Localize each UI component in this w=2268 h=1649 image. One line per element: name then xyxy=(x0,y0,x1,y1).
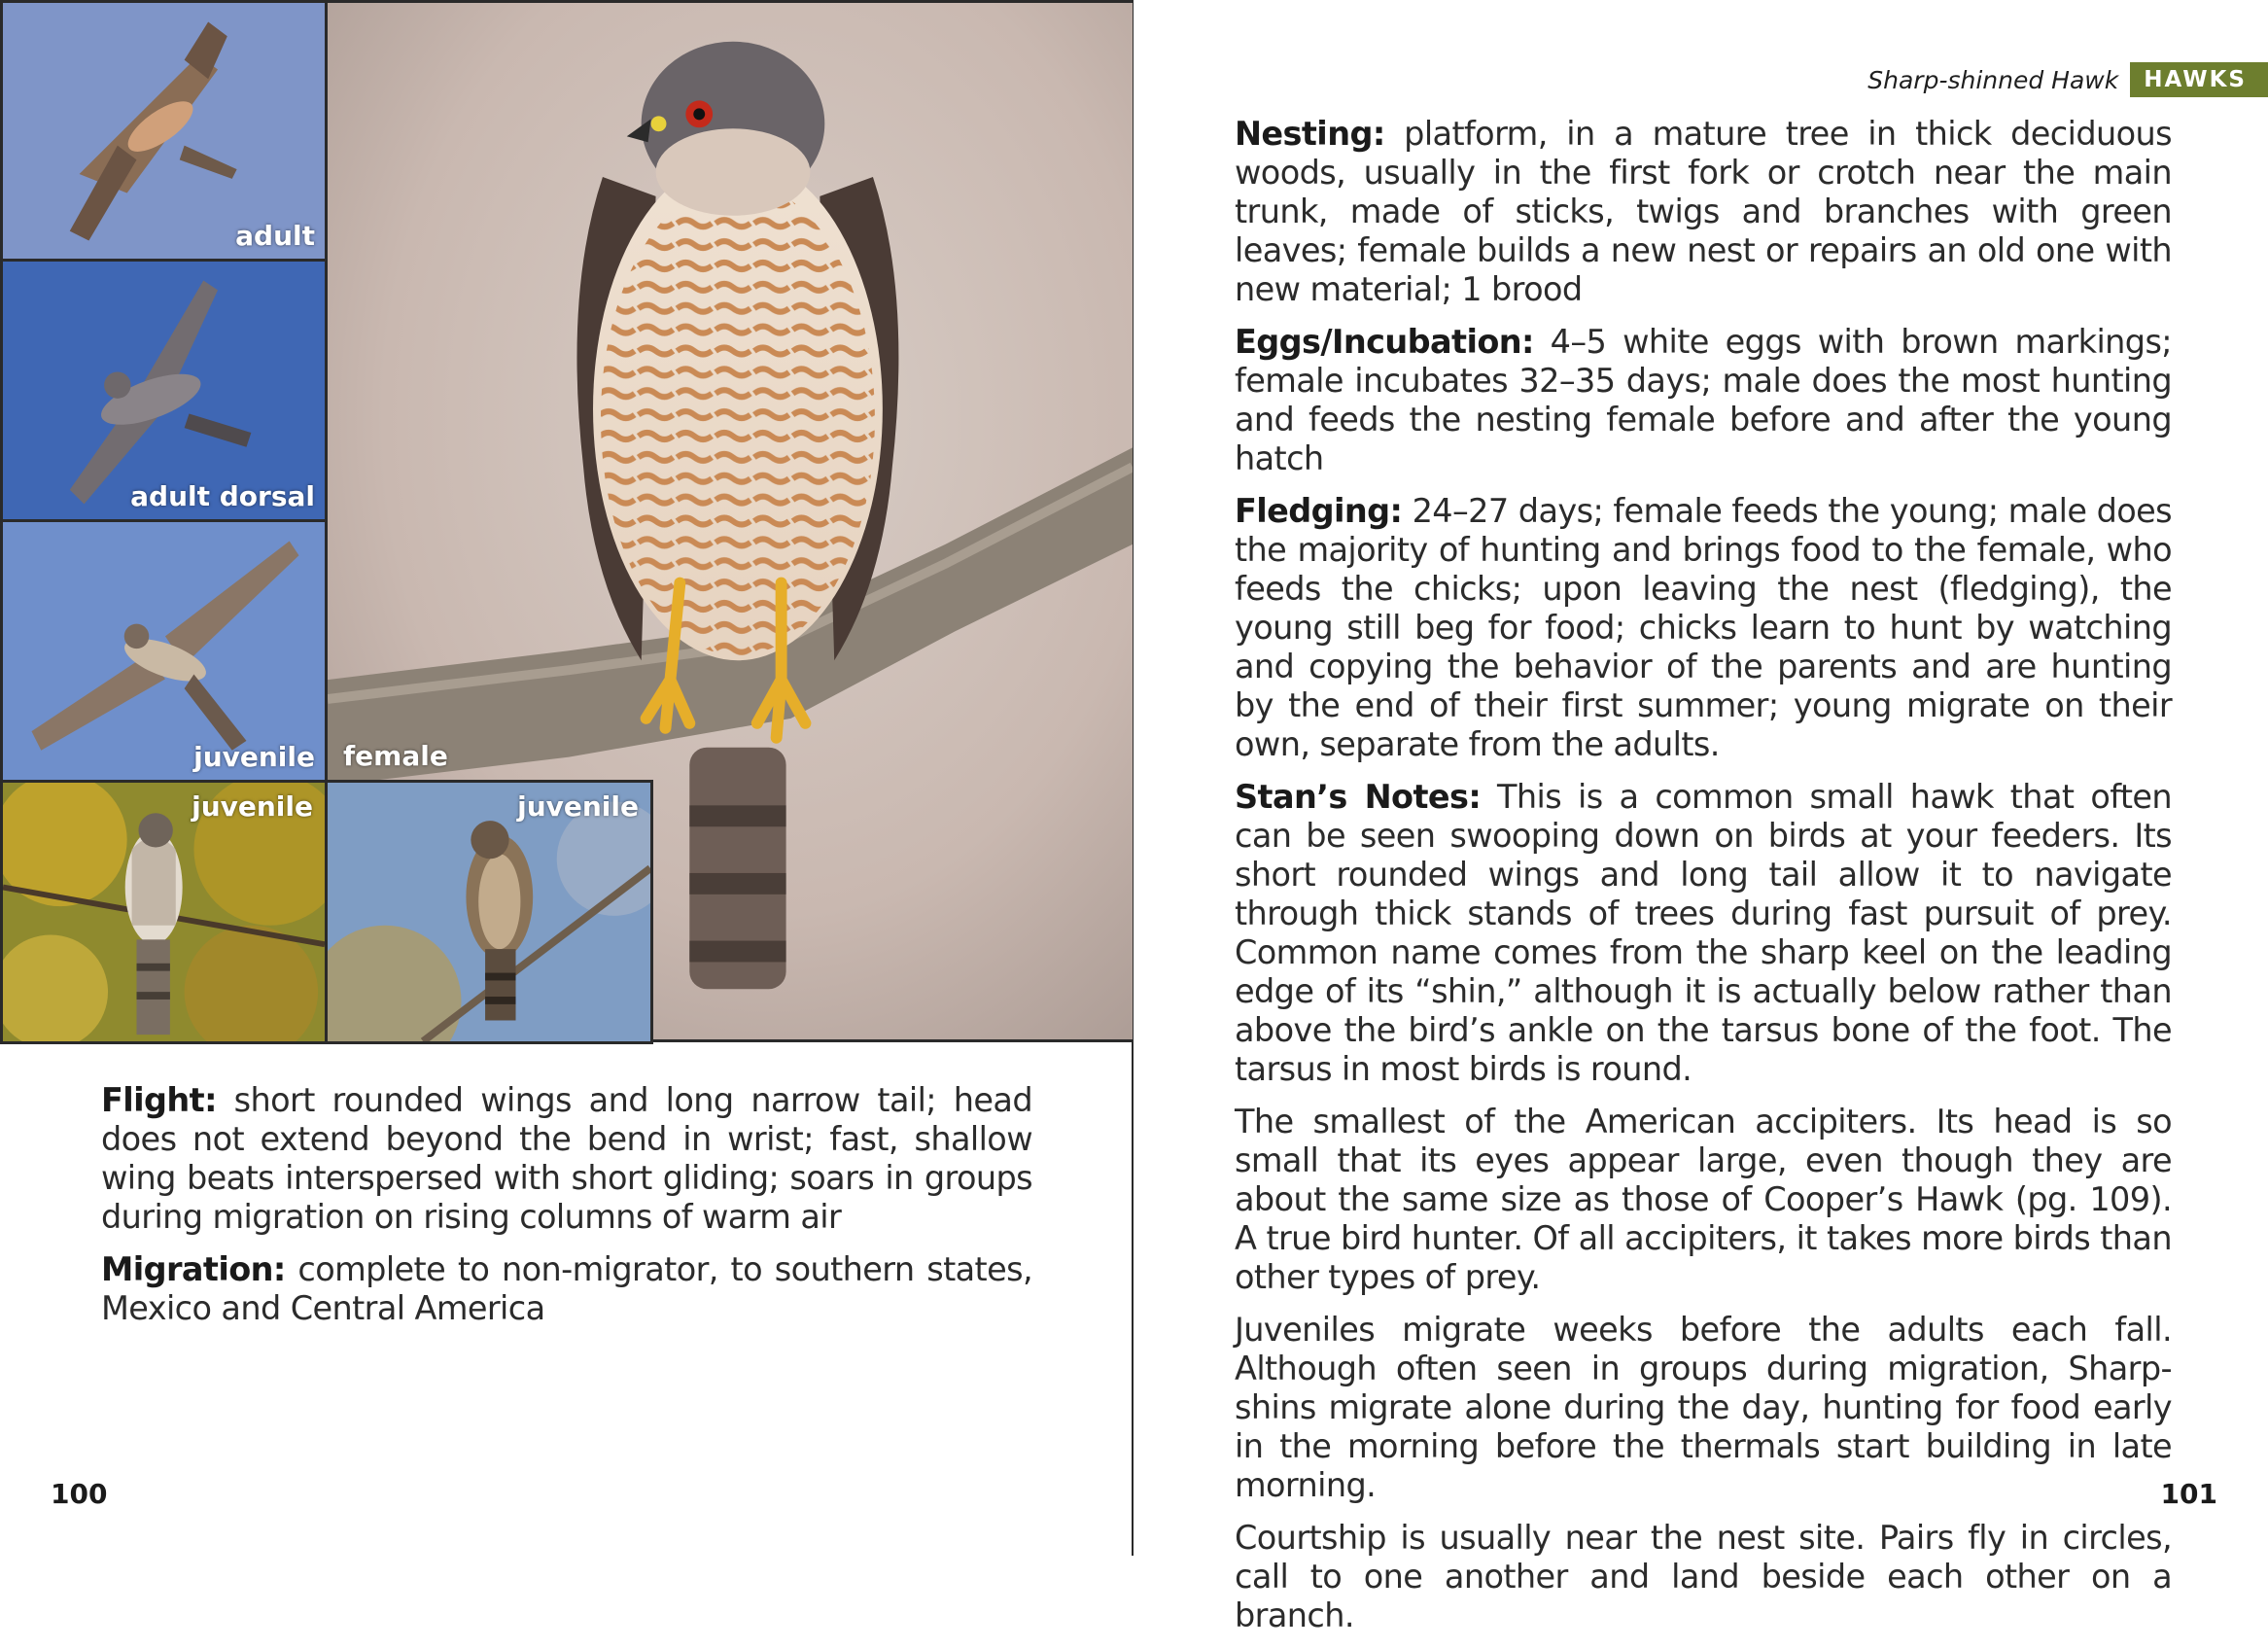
adult-caption: adult xyxy=(235,220,315,252)
nesting-term: Nesting: xyxy=(1235,115,1385,153)
female-caption: female xyxy=(343,740,448,772)
courtship-paragraph: Courtship is usually near the nest site. Pairs fly in circles, call to one another and land beside each other on a branch. xyxy=(1235,1519,2172,1634)
left-page-body xyxy=(101,1081,1032,1342)
accipiters-paragraph: The smallest of the American accipiters. Its head is so small that its eyes appear large, even though they are about the same size as those of Cooper’s Hawk (pg. 109). A true bird hunter. Of all accipiters, it takes more birds than other types of prey. xyxy=(1235,1103,2172,1296)
notes-text: This is a common small hawk that often can be seen swooping down on birds at your feeders. Its short rounded wings and long tail allow it to navigate through thick stands of trees during fast pursuit of prey. Common name comes from the sharp keel on the leading edge of its “shin,” although it is actually below rather than above the bird’s ankle on the tarsus bone of the foot. The tarsus in most birds is round. xyxy=(1235,778,2172,1088)
flight-text: short rounded wings and long narrow tail; head does not extend beyond the bend in wrist; fast, shallow wing beats interspersed with short gliding; soars in groups during migration on rising columns of warm air xyxy=(101,1081,1032,1236)
flight-term: Flight: xyxy=(101,1081,217,1119)
nesting-section xyxy=(1235,115,2172,309)
notes-term: Stan’s Notes: xyxy=(1235,778,1482,816)
juveniles-paragraph: Juveniles migrate weeks before the adults each fall. Although often seen in groups during migration, Sharp-shins migrate alone during the day, hunting for food early in the morning before the thermals start building in late morning. xyxy=(1235,1311,2172,1504)
nesting-text: platform, in a mature tree in thick deciduous woods, usually in the first fork or crotch near the main trunk, made of sticks, twigs and branches with green leaves; female builds a new nest or repairs an old one with new material; 1 brood xyxy=(1235,115,2172,308)
adult-dorsal-photo xyxy=(0,259,328,523)
right-page-body xyxy=(1235,115,2172,1649)
fledging-term: Fledging: xyxy=(1235,492,1403,530)
fledging-section xyxy=(1235,492,2172,764)
notes-section xyxy=(1235,778,2172,1089)
juvenile-perched-caption-1: juvenile xyxy=(192,790,313,823)
left-page xyxy=(0,0,1134,1556)
page-header xyxy=(1867,62,2268,97)
right-page xyxy=(1134,0,2268,1634)
flight-section xyxy=(101,1081,1032,1237)
juvenile-perched-caption-2: juvenile xyxy=(517,790,639,823)
juvenile-flight-caption: juvenile xyxy=(193,741,315,773)
species-name: Sharp-shinned Hawk xyxy=(1867,65,2119,94)
adult-photo xyxy=(0,0,328,263)
migration-text: complete to non-migrator, to southern states, Mexico and Central America xyxy=(101,1250,1032,1327)
fledging-text: 24–27 days; female feeds the young; male does the majority of hunting and brings food to the female, who feeds the chicks; upon leaving the nest (fledging), the young still beg for food; chicks learn to hunt by watching and copying the behavior of the parents and are hunting by the end of their first summer; young migrate on their own, separate from the adults. xyxy=(1235,492,2172,763)
juvenile-flight-photo xyxy=(0,519,328,784)
eggs-term: Eggs/Incubation: xyxy=(1235,323,1534,361)
migration-section xyxy=(101,1250,1032,1328)
migration-term: Migration: xyxy=(101,1250,286,1288)
eggs-section xyxy=(1235,323,2172,478)
eggs-text: 4–5 white eggs with brown markings; female incubates 32–35 days; male does the most hunting and feeds the nesting female before and after the young hatch xyxy=(1235,323,2172,477)
group-tab: HAWKS xyxy=(2130,62,2268,97)
adult-dorsal-caption: adult dorsal xyxy=(130,480,315,512)
juvenile-perched-photo-1 xyxy=(0,780,328,1044)
left-page-number: 100 xyxy=(51,1478,108,1510)
juvenile-perched-photo-2 xyxy=(325,780,653,1044)
right-page-number: 101 xyxy=(2160,1478,2217,1510)
